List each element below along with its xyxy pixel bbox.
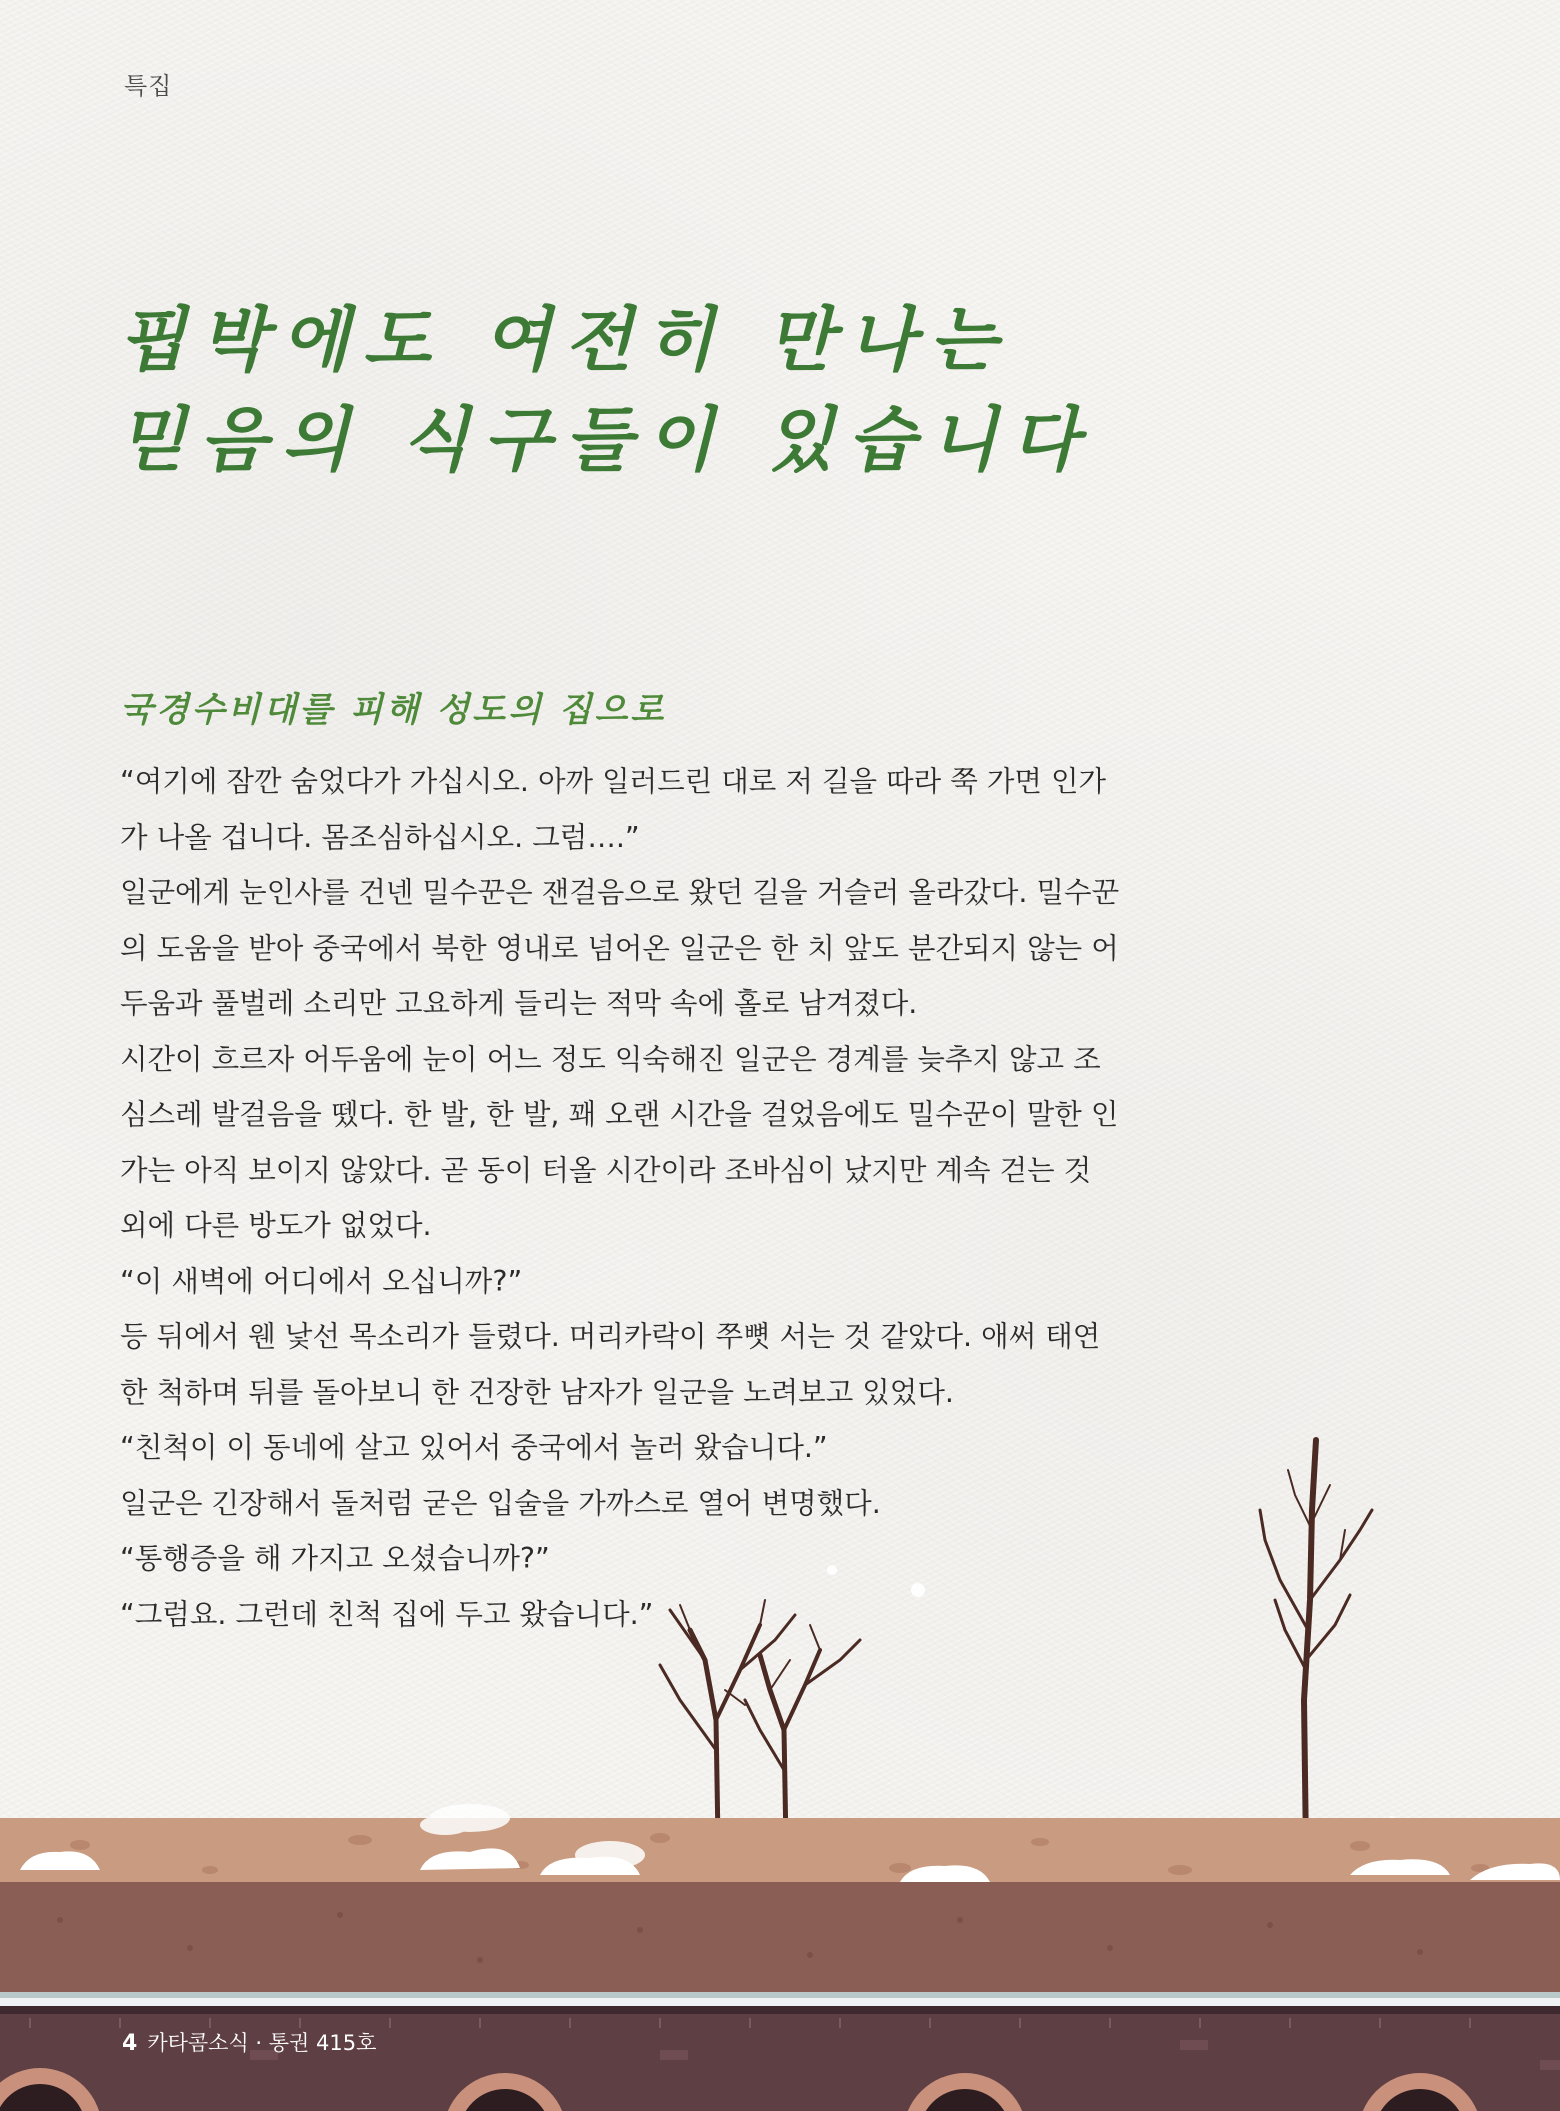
bare-tree-left: [660, 1600, 795, 1840]
snow-line: [0, 1998, 1560, 2006]
paragraph: 등 뒤에서 웬 낯선 목소리가 들렸다. 머리카락이 쭈뼛 서는 것 같았다. 애써 태연한 척하며 뒤를 돌아보니 한 건장한 남자가 일군을 노려보고 있었다.: [120, 1320, 1101, 1409]
article-title: [118, 290, 1093, 490]
paragraph: 일군은 긴장해서 돌처럼 굳은 입술을 가까스로 열어 변명했다.: [120, 1486, 881, 1520]
wall-top-edge: [0, 2006, 1560, 2014]
paragraph: 시간이 흐르자 어두움에 눈이 어느 정도 익숙해진 일군은 경계를 늦추지 않고 조심스레 발걸음을 뗐다. 한 발, 한 발, 꽤 오랜 시간을 걸었음에도 밀수꾼이 말한 인가는 아직 보이지 않았다. 곧 동이 터올 시간이라 조바심이 났지만 계속 걷는 것 외에 다른 방도가 없었다.: [120, 1042, 1119, 1242]
bare-tree-middle: [745, 1625, 860, 1845]
paragraph: 일군에게 눈인사를 건넨 밀수꾼은 잰걸음으로 왔던 길을 거슬러 올라갔다. 밀수꾼의 도움을 받아 중국에서 북한 영내로 넘어온 일군은 한 치 앞도 분간되지 않는 어두움과 풀벌레 소리만 고요하게 들리는 적막 속에 홀로 남겨졌다.: [120, 876, 1120, 1020]
page-number: 4: [122, 2031, 138, 2056]
paragraph: “친척이 이 동네에 살고 있어서 중국에서 놀러 왔습니다.”: [120, 1431, 828, 1464]
page-footer: [122, 2027, 376, 2057]
paragraph: “여기에 잠깐 숨었다가 가십시오. 아까 일러드린 대로 저 길을 따라 쭉 가면 인가가 나올 겁니다. 몸조심하십시오. 그럼….”: [120, 765, 1106, 854]
ground-dark: [0, 1882, 1560, 1992]
paragraph: “이 새벽에 어디에서 오십니까?”: [120, 1264, 523, 1298]
paragraph: “그럼요. 그런데 친척 집에 두고 왔습니다.”: [120, 1597, 654, 1631]
section-subheading: 국경수비대를 피해 성도의 집으로: [120, 690, 667, 730]
article-title-line-2: 믿음의 식구들이 있습니다: [118, 398, 1093, 481]
publication-info: 카타콤소식 · 통권 415호: [147, 2031, 377, 2055]
winter-landscape-illustration: [0, 1400, 1560, 2111]
article-title-line-1: 핍박에도 여전히 만나는: [118, 298, 1011, 381]
paragraph: “통행증을 해 가지고 오셨습니까?”: [120, 1542, 550, 1575]
bare-tree-right: [1260, 1440, 1372, 1850]
section-label: 특집: [124, 72, 173, 100]
